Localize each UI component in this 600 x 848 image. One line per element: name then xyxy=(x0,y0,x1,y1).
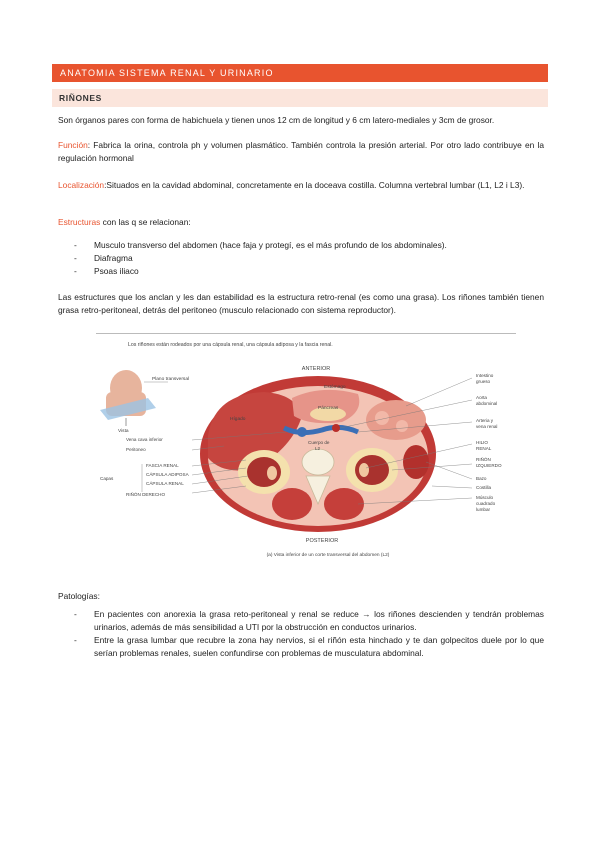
list-item: - Musculo transverso del abdomen (hace faja y protegí, es el más profundo de los abdominales). xyxy=(74,240,447,250)
section-title: RIÑONES xyxy=(59,93,102,103)
torso-inset-icon xyxy=(100,370,156,426)
label-bazo: Bazo xyxy=(476,476,487,481)
label-fascia-renal: FASCIA RENAL xyxy=(146,463,179,468)
list-item: - Psoas iliaco xyxy=(74,266,139,276)
label-izquierdo: IZQUIERDO xyxy=(476,463,502,468)
label-hilio: HILIO xyxy=(476,440,488,445)
localizacion-text: :Situados en la cavidad abdominal, concretamente en la doceava costilla. Columna vertebral lumbar (L1, L2 i L3). xyxy=(104,180,525,190)
label-capsula-adiposa: CÁPSULA ADIPOSA xyxy=(146,472,189,477)
figure-posterior-label: POSTERIOR xyxy=(305,538,339,544)
section-title-bar xyxy=(52,89,548,107)
label-arteria: Arteria y xyxy=(476,418,494,423)
label-vista: Vista xyxy=(118,429,129,434)
estructuras-paragraph: Las estructures que los anclan y les dan estabilidad es la estructura retro-renal (es como una grasa). Los riñones también tienen grasa retro-peritoneal, detrás del peritoneo (musculo relacionado con sistema reproductor). xyxy=(58,292,544,315)
label-abdominal: abdominal xyxy=(476,401,498,406)
label-higado: Hígado xyxy=(230,417,246,422)
label-aorta: Aorta xyxy=(476,395,487,400)
figure-top-rule xyxy=(96,333,516,334)
estructuras-text: con las q se relacionan: xyxy=(100,217,191,227)
estructuras-list xyxy=(58,239,544,278)
label-vena-renal: vena renal xyxy=(476,424,498,429)
figure-caption-bottom: (a) Vista inferior de un corte transversal del abdomen (L2) xyxy=(266,553,390,558)
label-grueso: grueso xyxy=(476,379,491,384)
kidney-illustration xyxy=(96,336,526,562)
label-rinon-derecho: RIÑÓN DERECHO xyxy=(126,492,166,497)
label-l2: L2 xyxy=(315,446,321,451)
label-estomago: Estómago xyxy=(324,385,346,390)
patologias-title: Patologías: xyxy=(58,591,100,601)
label-cuadrado: cuadrado xyxy=(476,501,496,506)
list-item: - En pacientes con anorexia la grasa reto-peritoneal y renal se reduce → los riñones descienden y tendrán problemas urinarios, además de más sensibilidad a UTI por la obstrucción en conductos urinarios. xyxy=(74,609,544,632)
label-capsula-renal: CÁPSULA RENAL xyxy=(146,481,184,486)
list-item: - Diafragma xyxy=(74,253,133,263)
label-capas: Capas xyxy=(100,476,114,481)
label-plano-transversal: Plano transversal xyxy=(152,377,190,382)
funcion-text: : Fabrica la orina, controla ph y volumen plasmático. También controla la presión arterial. Por otro lado contribuye en la regulación hormonal xyxy=(58,140,544,163)
label-vena-cava: Vena cava inferior xyxy=(126,437,163,442)
label-renal: RENAL xyxy=(476,446,492,451)
funcion-paragraph xyxy=(58,139,544,165)
label-pancreas: Páncreas xyxy=(318,406,339,411)
label-costilla: Costilla xyxy=(476,485,492,490)
estructuras-label: Estructuras xyxy=(58,217,101,227)
kidney-cross-section-figure xyxy=(96,336,526,562)
localizacion-paragraph xyxy=(58,179,544,192)
label-musculo: Músculo xyxy=(476,495,494,500)
label-lumbar: lumbar xyxy=(476,507,491,512)
label-cuerpo: Cuerpo de xyxy=(308,440,330,445)
intro-paragraph: Son órganos pares con forma de habichuela y tienen unos 12 cm de longitud y 6 cm latero-mediales y 3cm de grosor. xyxy=(58,115,495,125)
label-peritoneo: Peritoneo xyxy=(126,447,146,452)
document-title-bar xyxy=(52,64,548,82)
label-rinon-izq: RIÑÓN xyxy=(476,457,491,462)
document-title: ANATOMIA SISTEMA RENAL Y URINARIO xyxy=(60,68,274,78)
list-item: - Entre la grasa lumbar que recubre la zona hay nervios, si el riñón esta hinchado y te dan golpecitos duele por lo que serían problemas renales, suelen confundirse con problemas de musculatura abdominal. xyxy=(74,635,544,658)
estructuras-heading xyxy=(58,216,544,229)
localizacion-label: Localización xyxy=(58,180,105,190)
label-intestino: Intestino xyxy=(476,373,494,378)
figure-caption-top: Los riñones están rodeados por una cápsula renal, una cápsula adiposa y la fascia renal. xyxy=(128,342,333,348)
abdomen-section xyxy=(200,376,436,532)
patologias-list xyxy=(58,608,544,660)
figure-anterior-label: ANTERIOR xyxy=(301,366,331,372)
funcion-label: Función xyxy=(58,140,88,150)
